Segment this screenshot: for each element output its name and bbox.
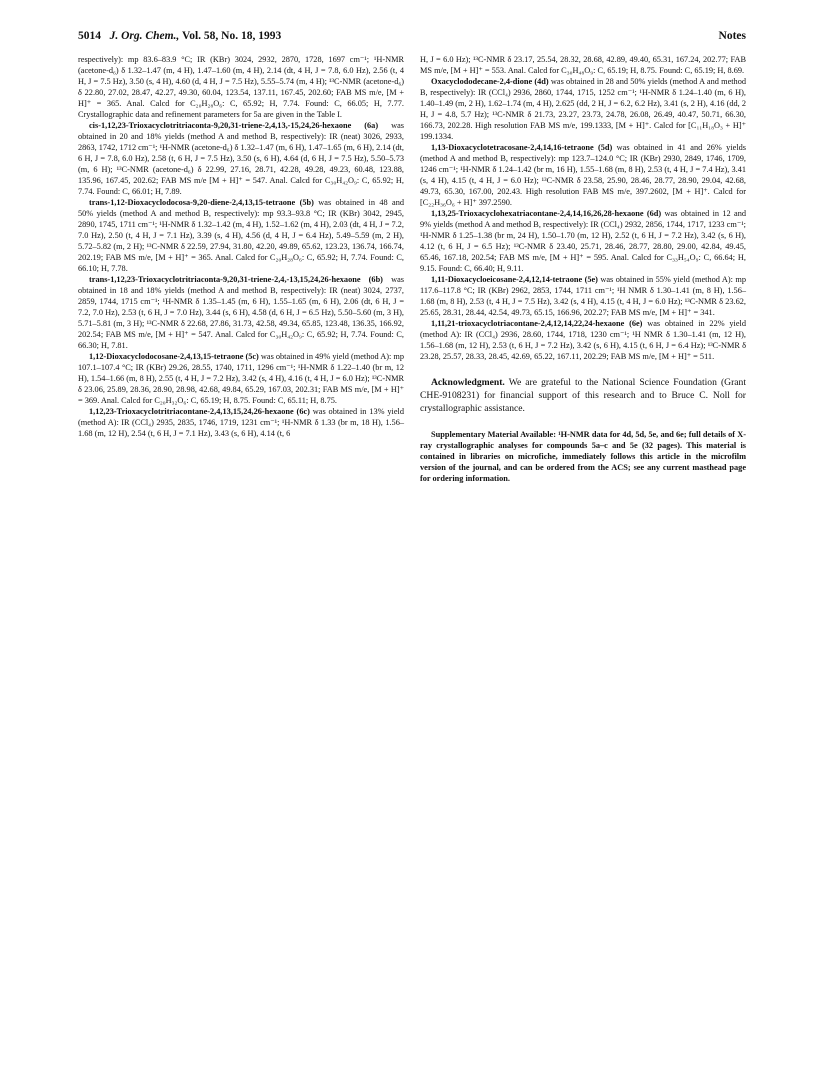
supplementary-text: ¹H-NMR data for 4d, 5d, 5e, and 6e; full details of X-ray crystallographic analyses for compounds 5a–c and 5e (32 pages). This material is contained in libraries on microfiche, immediately follows this article in the microfilm version of the journal, and can be ordered from the ACS; see any current masthead page for ordering information.	[420, 430, 747, 483]
page-header	[78, 30, 746, 50]
paragraph-text: was obtained in 12 and 9% yields (method A and method B, respectively): IR (CCl₄) 2932, 2856, 1744, 1717, 1233 cm⁻¹; ¹H-NMR δ 1.25–1.38 (br m, 24 H), 1.50–1.70 (m, 12 H), 2.52 (t, 6 H, J = 7.2 Hz), 3.42 (s, 6 H), 4.12 (t, 6 H, J = 6.5 Hz); ¹³C-NMR δ 23.40, 25.71, 28.46, 28.77, 28.80, 29.00, 42.84, 49.45, 65.46, 167.18, 202.54; FAB MS m/e, [M + H]⁺ = 595. Anal. Calcd for C₃₃H₅₄O₉: C, 66.64; H, 9.15. Found: C, 66.40; H, 9.11.	[420, 209, 746, 273]
paragraph	[78, 120, 404, 197]
paragraph-text: H, J = 6.0 Hz); ¹³C-NMR δ 23.17, 25.54, 28.32, 28.68, 42.89, 49.40, 65.31, 167.24, 202.77; FAB MS m/e, [M + H]⁺ = 553. Anal. Calcd for C₃₀H₄₈O₉: C, 65.19; H, 8.75. Found: C, 65.19; H, 8.69.	[420, 55, 746, 75]
acknowledgment	[420, 376, 746, 415]
section-label: Notes	[718, 30, 746, 42]
paragraph	[420, 54, 746, 76]
paragraph	[420, 274, 746, 318]
page-number: 5014	[78, 30, 101, 42]
paragraph	[78, 351, 404, 406]
compound-title: cis-1,12,23-Trioxacyclotritriaconta-9,20,31-triene-2,4,13,-15,24,26-hexaone (6a)	[89, 121, 379, 130]
compound-title: Oxacyclododecane-2,4-dione (4d)	[431, 77, 549, 86]
paragraph	[420, 318, 746, 362]
compound-title: 1,11,21-trioxacyclotriacontane-2,4,12,14,22,24-hexaone (6e)	[431, 319, 643, 328]
compound-title: trans-1,12,23-Trioxacyclotritriaconta-9,20,31-triene-2,4,-13,15,24,26-hexaone (6b)	[89, 275, 383, 284]
paragraph	[420, 208, 746, 274]
right-column	[420, 54, 746, 484]
compound-title: 1,12,23-Trioxacyclotritriacontane-2,4,13,15,24,26-hexaone (6c)	[89, 407, 310, 416]
paragraph-text: was obtained in 48 and 50% yields (method A and method B, respectively): mp 93.3–93.8 °C; IR (KBr) 3042, 2945, 2890, 1745, 1711 cm⁻¹; ¹H-NMR δ 1.32–1.42 (m, 4 H), 1.52–1.62 (m, 4 H), 2.03 (dt, 4 H, J = 7.2, 7.0 Hz), 2.50 (t, 4 H, J = 7.1 Hz), 3.39 (s, 4 H), 4.56 (d, 4 H, J = 6.4 Hz), 5.49–5.59 (m, 2 H), 5.72–5.82 (m, 2 H); ¹³C-NMR δ 22.59, 27.94, 31.80, 42.20, 49.89, 65.62, 123.23, 136.74, 166.74, 202.19; FAB MS m/e, [M + H]⁺ = 365. Anal. Calcd for C₂₀H₂₈O₆: C, 65.92; H, 7.74. Found: C, 66.10; H, 7.78.	[78, 198, 404, 273]
compound-title: 1,11-Dioxacycloeicosane-2,4,12,14-tetraone (5e)	[431, 275, 598, 284]
paragraph	[420, 142, 746, 208]
paragraph	[78, 54, 404, 120]
left-column	[78, 54, 404, 439]
paragraph	[420, 76, 746, 142]
paragraph-text: was obtained in 18 and 18% yields (method A and method B, respectively): IR (neat) 3024, 2737, 2859, 1744, 1715 cm⁻¹; ¹H-NMR δ 1.35–1.45 (m, 6 H), 1.55–1.65 (m, 6 H), 2.06 (dt, 6 H, J = 7.2, 7.0 Hz), 2.53 (t, 6 H, J = 7.0 Hz), 3.44 (s, 6 H), 4.58 (d, 6 H, J = 6.5 Hz), 5.50–5.60 (m, 3 H), 5.71–5.81 (m, 3 H); ¹³C-NMR δ 22.68, 27.86, 31.73, 42.58, 49.34, 65.85, 123.48, 136.35, 166.92, 202.54; FAB MS m/e, [M + H]⁺ = 547. Anal. Calcd for C₃₀H₄₂O₉: C, 65.92; H, 7.74. Found: C, 66.30; H, 7.81.	[78, 275, 405, 350]
paragraph-text: was obtained in 22% yield (method A): IR (CCl₄) 2936, 28.60, 1744, 1718, 1230 cm⁻¹; ¹H NMR δ 1.30–1.41 (m, 12 H), 1.56–1.68 (m, 12 H), 2.53 (t, 6 H, J = 7.2 Hz), 3.42 (s, 6 H), 4.15 (t, 6 H, J = 6.4 Hz); ¹³C-NMR δ 23.28, 25.57, 28.33, 28.45, 42.69, 65.22, 167.11, 202.29; FAB MS m/e, [M + H]⁺ = 511.	[420, 319, 746, 361]
journal-page	[78, 30, 747, 483]
paragraph-text: was obtained in 13% yield (method A): IR (CCl₄) 2935, 2835, 1746, 1719, 1231 cm⁻¹; ¹H-NMR δ 1.33 (br m, 18 H), 1.56–1.68 (m, 12 H), 2.54 (t, 6 H, J = 7.1 Hz), 3.43 (s, 6 H), 4.14 (t, 6	[78, 407, 404, 438]
paragraph	[78, 274, 404, 351]
compound-title: trans-1,12-Dioxacyclodocosa-9,20-diene-2,4,13,15-tetraone (5b)	[89, 198, 314, 207]
compound-title: 1,13-Dioxacyclotetracosane-2,4,14,16-tetraone (5d)	[431, 143, 613, 152]
paragraph-text: was obtained in 41 and 26% yields (method A and method B, respectively): mp 123.7–124.0 °C; IR (KBr) 2930, 2849, 1746, 1709, 1246 cm⁻¹; ¹H-NMR δ 1.24–1.42 (br m, 16 H), 1.55–1.68 (m, 8 H), 2.53 (t, 4 H, J = 7.4 Hz), 3.41 (s, 4 H), 4.15 (t, 4 H, J = 6.0 Hz); ¹³C-NMR δ 23.58, 25.90, 28.46, 28.77, 28.90, 29.04, 42.68, 49.73, 65.30, 167.00, 202.43. High resolution FAB MS m/e, 397.2602, [M + H]⁺. Calcd for [C₂₂H₃₆O₆ + H]⁺ 397.2590.	[420, 143, 747, 207]
acknowledgment-heading: Acknowledgment.	[431, 377, 505, 388]
compound-title: 1,13,25-Trioxacyclohexatriacontane-2,4,14,16,26,28-hexaone (6d)	[431, 209, 662, 218]
paragraph-text: was obtained in 49% yield (method A): mp 107.1–107.4 °C; IR (KBr) 29.26, 28.55, 1740, 1711, 1296 cm⁻¹; ¹H-NMR δ 1.22–1.40 (br m, 12 H), 1.54–1.66 (m, 8 H), 2.55 (t, 4 H, J = 7.2 Hz), 3.42 (s, 4 H), 4.16 (t, 4 H, J = 6.0 Hz); ¹³C-NMR δ 23.06, 25.89, 28.36, 28.90, 28.98, 42.68, 49.84, 65.29, 167.03, 202.31; FAB MS m/e, [M + H]⁺ = 369. Anal. Calcd for C₂₀H₃₂O₆: C, 65.19; H, 8.75. Found: C, 65.11; H, 8.75.	[78, 352, 404, 405]
volume-info: Vol. 58, No. 18, 1993	[181, 30, 282, 42]
journal-name: J. Org. Chem.,	[109, 30, 180, 42]
supplementary-material	[420, 429, 746, 484]
header-left	[78, 30, 281, 42]
paragraph-text: was obtained in 20 and 18% yields (method A and method B, respectively): IR (neat) 3026, 2933, 2863, 1742, 1712 cm⁻¹; ¹H-NMR (acetone-d₆) δ 1.32–1.47 (m, 6 H), 1.47–1.65 (m, 6 H), 2.14 (dt, 6 H, J = 7.8, 6.0 Hz), 2.58 (t, 6 H, J = 7.5 Hz), 3.50 (s, 6 H), 4.64 (d, 6 H, J = 7.5 Hz), 5.50–5.73 (m, 6 H); ¹³C-NMR (acetone-d₆) δ 22.99, 27.16, 28.71, 42.28, 49.28, 49.23, 60.48, 123.88, 135.96, 167.45, 202.62; FAB MS m/e [M + H]⁺ = 547. Anal. Calcd for C₃₀H₄₂O₉: C, 65.92; H, 7.74. Found: C, 66.01; H, 7.89.	[78, 121, 405, 196]
acknowledgment-text: We are grateful to the National Science Foundation (Grant CHE-9108231) for financial support of this research and to Bruce C. Noll for crystallographic assistance.	[420, 377, 746, 414]
supplementary-heading: Supplementary Material Available:	[431, 430, 556, 439]
compound-title: 1,12-Dioxacyclodocosane-2,4,13,15-tetraone (5c)	[89, 352, 259, 361]
paragraph-text: was obtained in 28 and 50% yields (method A and method B, respectively): IR (CCl₄) 2936, 2860, 1744, 1715, 1252 cm⁻¹; ¹H-NMR δ 1.24–1.40 (m, 6 H), 1.40–1.49 (m, 2 H), 1.62–1.74 (m, 4 H), 2.625 (dd, 2 H, J = 6.2, 6.2 Hz), 3.41 (s, 2 H), 4.16 (dd, 2 H, J = 4.8, 5.7 Hz); ¹³C-NMR δ 21.73, 23.27, 23.73, 24.78, 26.08, 26.49, 40.47, 50.71, 66.30, 166.73, 202.28. High resolution FAB MS m/e, 199.1333, [M + H]⁺. Calcd for [C₁₁H₁₈O₃ + H]⁺ 199.1334.	[420, 77, 746, 141]
paragraph	[78, 406, 404, 439]
paragraph-text: respectively): mp 83.6–83.9 °C; IR (KBr) 3024, 2932, 2870, 1728, 1697 cm⁻¹; ¹H-NMR (acetone-d₆) δ 1.32–1.47 (m, 4 H), 1.47–1.60 (m, 4 H), 2.14 (dt, 4 H, J = 7.8, 6.0 Hz), 2.56 (t, 4 H, J = 7.5 Hz), 3.50 (s, 4 H), 4.60 (d, 4 H, J = 7.5 Hz), 5.55–5.74 (m, 4 H); ¹³C-NMR (acetone-d₆) δ 22.80, 27.02, 28.47, 42.27, 49.30, 60.04, 123.54, 137.11, 167.45, 202.60; FAB MS m/e, [M + H]⁺ = 365. Anal. Calcd for C₂₀H₂₈O₆: C, 65.92; H, 7.74. Found: C, 66.05; H, 7.77. Crystallographic data and refinement parameters for 5a are given in the Table I.	[78, 55, 404, 119]
paragraph	[78, 197, 404, 274]
paragraph-text: was obtained in 55% yield (method A): mp 117.6–117.8 °C; IR (KBr) 2962, 2853, 1744, 1711 cm⁻¹; ¹H NMR δ 1.30–1.41 (m, 8 H), 1.56–1.68 (m, 8 H), 2.53 (t, 4 H, J = 7.5 Hz), 3.42 (s, 4 H), 4.15 (t, 4 H, J = 6.0 Hz); ¹³C-NMR δ 23.62, 25.65, 28.31, 28.44, 42.54, 49.73, 65.15, 166.96, 202.27; FAB MS m/e, [M + H]⁺ = 341.	[420, 275, 746, 317]
